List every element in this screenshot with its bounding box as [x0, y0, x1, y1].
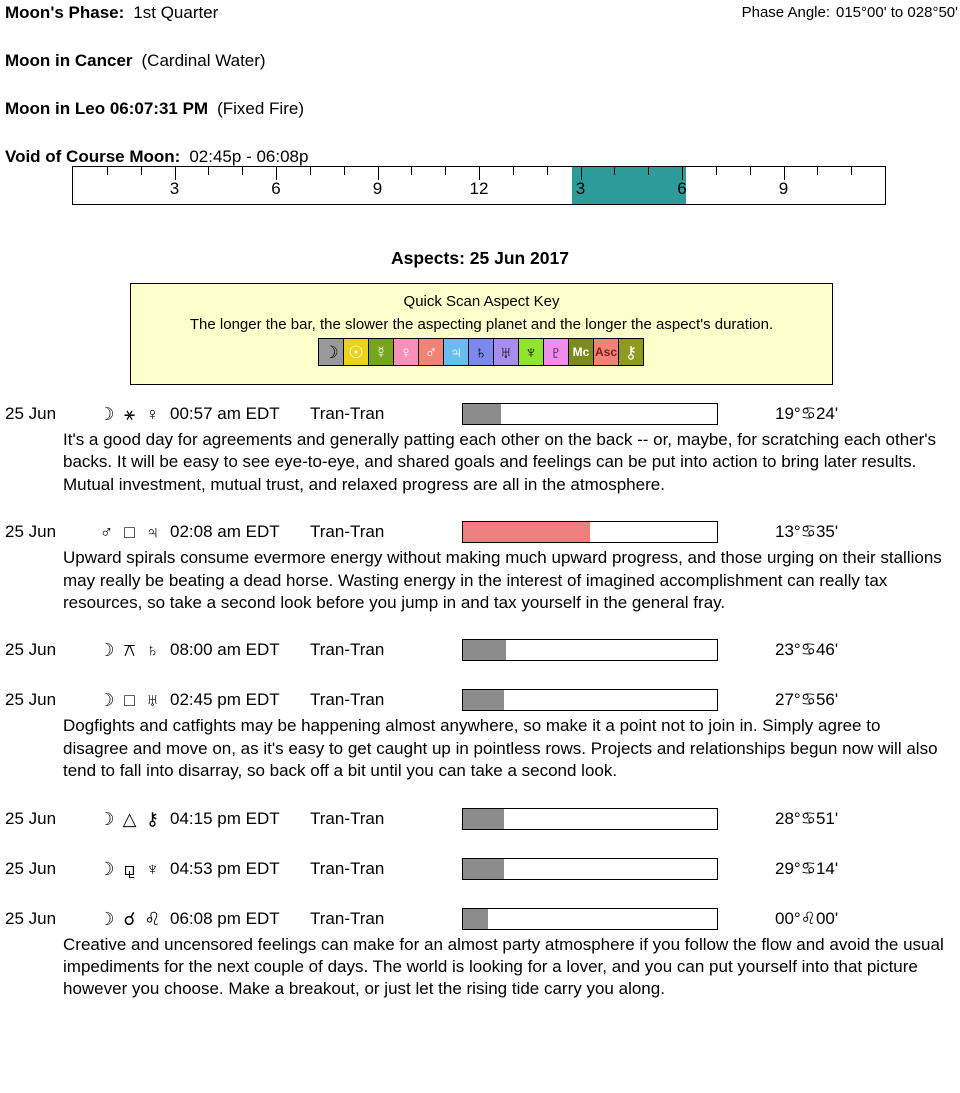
sesquiquadrate-icon: ⚼ [123, 858, 136, 879]
ruler-tick [547, 167, 548, 175]
ruler-tick [750, 167, 751, 175]
moon-icon: ☽ [98, 858, 115, 879]
moon-icon: ☽ [98, 808, 115, 829]
duration-bar [462, 689, 718, 711]
moon-ingress-line [5, 99, 304, 119]
aspect-degree: 29°♋14' [775, 858, 839, 878]
chiron-icon: ⚷ [145, 808, 160, 829]
key-explanation: The longer the bar, the slower the aspecting planet and the longer the aspect's duration. [189, 316, 774, 333]
aspect-type: Tran-Tran [310, 522, 385, 542]
mc-key-icon: Mc [568, 338, 594, 366]
ruler-hour-label: 3 [575, 179, 586, 198]
square-icon: □ [124, 522, 135, 543]
venus-key-icon: ♀ [393, 338, 419, 366]
ruler-hour-label: 3 [169, 179, 180, 198]
pluto-key-icon: ♇ [543, 338, 569, 366]
saturn-icon: ♄ [145, 640, 160, 661]
aspect-degree: 23°♋46' [775, 640, 839, 660]
moon-phase-line [5, 3, 218, 23]
aspect-time: 02:45 pm EDT [170, 690, 280, 710]
aspect-date: 25 Jun [5, 404, 57, 423]
ruler-tick [411, 167, 412, 175]
conjunction-icon: ☌ [123, 908, 136, 929]
duration-bar-fill [463, 690, 504, 710]
moon-ingress-text: Moon in Leo 06:07:31 PM [5, 99, 209, 118]
aspect-date: 25 Jun [5, 908, 57, 928]
quincunx-icon: ⚻ [123, 640, 136, 661]
moon-icon: ☽ [98, 640, 115, 661]
moon-phase-value: 1st Quarter [133, 3, 219, 22]
aspect-time: 04:53 pm EDT [170, 858, 280, 878]
aspect-symbols [95, 402, 164, 426]
ruler-tick [242, 167, 243, 175]
asc-key-icon: Asc [593, 338, 619, 366]
aspect-date: 25 Jun [5, 808, 57, 828]
aspect-type: Tran-Tran [310, 690, 385, 710]
mars-icon: ♂ [99, 522, 114, 543]
uranus-key-icon: ♅ [493, 338, 519, 366]
moon-icon: ☽ [98, 690, 115, 711]
aspect-symbols [95, 688, 164, 712]
aspect-description: It's a good day for agreements and generally patting each other on the back -- or, maybe, for scratching each other's backs. It will be easy to see eye-to-eye, and shared goals and feelings can be put into action to bring later results. Mutual investment, mutual trust, and relaxed progress are all in the atmosphere. [63, 430, 937, 494]
duration-bar [462, 858, 718, 880]
ruler-tick [648, 167, 649, 175]
aspect-time: 08:00 am EDT [170, 640, 280, 660]
aspect-date: 25 Jun [5, 858, 57, 878]
aspect-block [0, 520, 960, 614]
ruler-tick [716, 167, 717, 175]
saturn-key-icon: ♄ [468, 338, 494, 366]
aspect-symbols [95, 907, 164, 931]
duration-bar-fill [463, 522, 590, 542]
aspect-symbols [95, 520, 164, 544]
ruler-tick [614, 167, 615, 175]
sun-key-icon: ☉ [343, 338, 369, 366]
moon-icon: ☽ [98, 404, 115, 424]
aspects-list [0, 402, 960, 1001]
moon-sign-line [5, 51, 266, 71]
ruler-tick [817, 167, 818, 175]
aspect-row [0, 402, 960, 428]
sextile-icon: ⚹ [124, 404, 135, 424]
duration-bar [462, 403, 718, 425]
aspect-block [0, 807, 960, 833]
jupiter-icon: ♃ [145, 522, 160, 543]
moon-phase-label: Moon's Phase: [5, 3, 125, 22]
aspect-block [0, 638, 960, 664]
aspect-time: 06:08 pm EDT [170, 908, 280, 928]
ruler-hour-label: 9 [372, 179, 383, 198]
aspect-degree: 28°♋51' [775, 808, 839, 828]
aspect-description: Upward spirals consume evermore energy without making much upward progress, and those urging on their stallions may really be beating a dead horse. Wasting energy in the interest of imagined accomplishment can really tax resources, so take a second look before you jump in and tax yourself in the general fray. [63, 548, 942, 613]
ruler-hour-label: 6 [677, 179, 687, 198]
aspect-symbols [95, 807, 164, 831]
aspect-block [0, 907, 960, 1001]
ruler-tick [344, 167, 345, 175]
neptune-icon: ♆ [145, 858, 160, 879]
key-cells [131, 338, 832, 366]
aspect-description: Dogfights and catfights may be happening almost anywhere, so make it a point not to join in. Simply agree to disagree and move on, as it's easy to get caught up in pointless rows. Projects and relationships begun now will also tend to fall into disarray, so back off a bit until you can take a second look. [63, 716, 938, 781]
aspect-symbols [95, 857, 164, 881]
aspect-type: Tran-Tran [310, 808, 385, 828]
phase-angle-label: Phase Angle: [741, 4, 830, 21]
uranus-icon: ♅ [145, 690, 160, 711]
moon-sign-note: (Cardinal Water) [141, 51, 266, 70]
duration-bar-fill [463, 909, 488, 929]
void-of-course-line [5, 147, 308, 167]
aspect-symbols [95, 638, 164, 662]
duration-bar-fill [463, 859, 504, 879]
aspect-type: Tran-Tran [310, 640, 385, 660]
leo-sign-icon: ♌ [144, 908, 161, 929]
aspect-degree: 27°♋56' [775, 690, 839, 710]
aspect-type: Tran-Tran [310, 908, 385, 928]
voc-highlight [572, 167, 686, 204]
aspect-row [0, 638, 960, 664]
trine-icon: △ [122, 808, 137, 829]
aspect-time: 00:57 am EDT [170, 404, 280, 423]
venus-icon: ♀ [145, 404, 160, 424]
phase-angle-value: 015°00' to 028°50' [836, 4, 958, 21]
aspect-date: 25 Jun [5, 522, 57, 542]
phase-angle [742, 4, 958, 21]
duration-bar-fill [463, 640, 506, 660]
mercury-key-icon: ☿ [368, 338, 394, 366]
aspect-block [0, 688, 960, 782]
duration-bar [462, 639, 718, 661]
duration-bar-fill [463, 404, 501, 424]
ruler-tick [208, 167, 209, 175]
mars-key-icon: ♂ [418, 338, 444, 366]
aspect-row [0, 857, 960, 883]
duration-bar [462, 808, 718, 830]
aspect-description: Creative and uncensored feelings can make for an almost party atmosphere if you follow the flow and avoid the usual impediments for the next couple of days. The world is looking for a lover, and you can put yourself into that picture however you choose. Make a breakout, or just let the rising tide carry you along. [63, 934, 944, 999]
ruler-hour-label: 9 [778, 179, 789, 198]
voc-ruler [72, 166, 886, 205]
aspect-degree: 13°♋35' [775, 522, 839, 542]
moon-key-icon: ☽ [318, 338, 344, 366]
moon-sign-text: Moon in Cancer [5, 51, 133, 70]
duration-bar [462, 908, 718, 930]
moon-ingress-note: (Fixed Fire) [217, 99, 304, 118]
ruler-tick [851, 167, 852, 175]
void-of-course-label: Void of Course Moon: [5, 147, 181, 166]
aspects-title: Aspects: 25 Jun 2017 [390, 248, 569, 268]
neptune-key-icon: ♆ [518, 338, 544, 366]
key-title: Quick Scan Aspect Key [403, 293, 560, 310]
aspect-degree: 00°♌00' [775, 908, 839, 928]
aspect-date: 25 Jun [5, 690, 57, 710]
ruler-tick [141, 167, 142, 175]
aspect-degree: 19°♋24' [775, 404, 839, 423]
duration-bar [462, 521, 718, 543]
ruler-hour-label: 6 [271, 179, 281, 198]
void-of-course-value: 02:45p - 06:08p [189, 147, 309, 166]
chiron-key-icon: ⚷ [618, 338, 644, 366]
ruler-tick [310, 167, 311, 175]
aspect-key-box [130, 283, 833, 385]
aspect-block [0, 402, 960, 496]
moon-icon: ☽ [98, 908, 115, 929]
aspect-type: Tran-Tran [310, 404, 385, 423]
aspect-row [0, 907, 960, 933]
aspect-row [0, 807, 960, 833]
ruler-tick [513, 167, 514, 175]
square-icon: □ [124, 690, 135, 711]
ruler-tick [445, 167, 446, 175]
aspect-block [0, 857, 960, 883]
ruler-tick [107, 167, 108, 175]
aspect-type: Tran-Tran [310, 858, 385, 878]
aspect-date: 25 Jun [5, 640, 57, 660]
duration-bar-fill [463, 809, 504, 829]
aspect-time: 04:15 pm EDT [170, 808, 280, 828]
jupiter-key-icon: ♃ [443, 338, 469, 366]
aspect-row [0, 688, 960, 714]
aspect-row [0, 520, 960, 546]
ruler-hour-label: 12 [469, 179, 489, 198]
aspect-time: 02:08 am EDT [170, 522, 280, 542]
